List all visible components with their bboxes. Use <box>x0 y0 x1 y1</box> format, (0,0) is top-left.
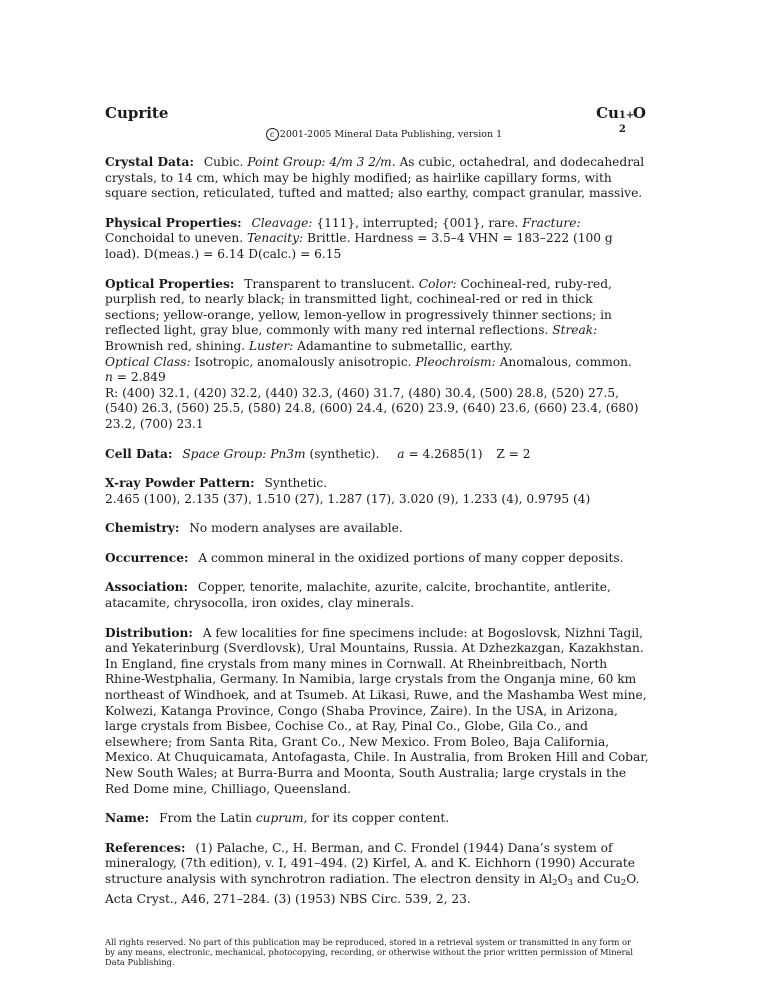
chemical-formula <box>596 104 646 135</box>
name-section <box>105 811 650 827</box>
tenacity-label: Tenacity: <box>246 231 304 246</box>
chemistry-section <box>105 521 650 537</box>
mineral-name: Cuprite <box>105 104 169 122</box>
color-value: Cochineal-red, ruby-red, purplish red, to nearly black; in transmitted light, cochineal-red or red in thick sections; yellow-orange, yellow, lemon-yellow in progressively thinner sections; in reflected light, gray blue, commonly with many red internal reflections. <box>105 276 612 338</box>
fracture-label: Fracture: <box>522 215 581 230</box>
references-text: O. Acta Cryst., A46, 271–284. (3) (1953) NBS Circ. 539, 2, 23. <box>105 871 640 906</box>
pleochroism-label: Pleochroism: <box>415 354 496 369</box>
occurrence-text: A common mineral in the oxidized portions of many copper deposits. <box>198 550 624 565</box>
subscript: 3 <box>567 877 573 888</box>
chemistry-text: No modern analyses are available. <box>189 521 403 536</box>
reflectance-values: R: (400) 32.1, (420) 32.2, (440) 32.3, (460) 31.7, (480) 30.4, (500) 28.8, (520) 27.5, (540) 26.3, (560) 25.5, (580) 24.8, (600) 24.4, (620) 23.9, (640) 23.6, (660) 23.4, (680) 23.2, (700) 23.1 <box>105 385 639 431</box>
color-label: Color: <box>418 276 457 291</box>
crystal-system: Cubic. <box>203 155 244 169</box>
formula-subscript: 2 <box>618 124 626 135</box>
section-label: Optical Properties: <box>105 276 235 291</box>
occurrence-section <box>105 551 650 567</box>
xray-source: Synthetic. <box>264 476 328 491</box>
section-label: Cell Data: <box>105 446 173 461</box>
section-label: Crystal Data: <box>105 155 194 169</box>
section-label: Name: <box>105 811 150 826</box>
cleavage-value: {111}, interrupted; {001}, rare. <box>316 215 519 230</box>
refractive-index-value: = 2.849 <box>116 370 166 385</box>
section-label: Occurrence: <box>105 550 189 565</box>
association-section <box>105 580 650 611</box>
optical-class-value: Isotropic, anomalously anisotropic. <box>194 354 412 369</box>
association-text: Copper, tenorite, malachite, azurite, calcite, brochantite, antlerite, atacamite, chrysocolla, iron oxides, clay minerals. <box>105 580 611 611</box>
optical-class-label: Optical Class: <box>105 354 191 369</box>
distribution-section <box>105 626 650 798</box>
name-text-end: for its copper content. <box>311 811 450 826</box>
cell-a-symbol: a <box>397 446 405 461</box>
footer-notice: All rights reserved. No part of this publication may be reproduced, stored in a retrieval system or transmitted in any form or by any means, electronic, mechanical, photocopying, recording, or otherwise without the prior written permission of Mineral Data Publishing. <box>105 937 634 967</box>
latin-word: cuprum, <box>255 811 308 826</box>
optical-properties-section <box>105 277 650 433</box>
cell-data-section <box>105 447 650 463</box>
section-label: Chemistry: <box>105 521 180 536</box>
section-label: X-ray Powder Pattern: <box>105 476 255 491</box>
distribution-text: A few localities for fine specimens include: at Bogoslovsk, Nizhni Tagil, and Yekaterinburg (Sverdlovsk), Ural Mountains, Russia. At Dzhezkazgan, Kazakhstan. In England, fine crystals from many mines in Cornwall. At Rheinbreitbach, North Rhine-Westphalia, Germany. In Namibia, large crystals from the Onganja mine, 60 km northeast of Windhoek, and at Tsumeb. At Likasi, Ruwe, and the Mashamba West mine, Kolwezi, Katanga Province, Congo (Shaba Province, Zaire). In the USA, in Arizona, large crystals from Bisbee, Cochise Co., at Ray, Pinal Co., Globe, Gila Co., and elsewhere; from Santa Rita, Grant Co., New Mexico. From Boleo, Baja California, Mexico. At Chuquicamata, Antofagasta, Chile. In Australia, from Broken Hill and Cobar, New South Wales; at Burra-Burra and Moonta, South Australia; large crystals in the Red Dome mine, Chilliago, Queensland. <box>105 625 649 796</box>
luster-label: Luster: <box>249 338 294 353</box>
formula-charge: 1+ <box>618 110 635 121</box>
references-section <box>105 841 650 907</box>
streak-label: Streak: <box>552 323 598 338</box>
xray-section <box>105 476 650 507</box>
section-label: References: <box>105 840 186 855</box>
copyright-text: 2001-2005 Mineral Data Publishing, version 1 <box>279 129 503 140</box>
transparency: Transparent to translucent. <box>244 276 415 291</box>
formula-oxygen: O <box>632 104 646 122</box>
subscript: 2 <box>552 877 558 888</box>
space-group-label: Space Group: <box>182 446 267 461</box>
space-group-note: (synthetic). <box>309 446 380 461</box>
copyright-icon: c <box>266 128 279 141</box>
cleavage-label: Cleavage: <box>251 215 313 230</box>
cell-a-value: = 4.2685(1) <box>408 446 483 461</box>
subscript: 2 <box>620 877 627 888</box>
formula-element: Cu <box>596 104 619 122</box>
pleochroism-value: Anomalous, common. <box>499 354 632 369</box>
refractive-index-symbol: n <box>105 370 113 385</box>
fracture-value: Conchoidal to uneven. <box>105 231 244 246</box>
physical-properties-section <box>105 216 650 263</box>
section-label: Association: <box>105 580 189 595</box>
space-group-value: Pn3m <box>270 446 306 461</box>
point-group-label: Point Group: <box>247 155 326 169</box>
copyright-line <box>0 128 768 141</box>
tenacity-value: Brittle. Hardness = 3.5–4 VHN = 183–222 (100 g load). D(meas.) = 6.14 D(calc.) = 6.15 <box>105 231 613 261</box>
crystal-data-section <box>105 155 650 202</box>
section-label: Physical Properties: <box>105 215 242 230</box>
crystal-habit: As cubic, octahedral, and dodecahedral crystals, to 14 cm, which may be highly modified; as hairlike capillary forms, with square section, reticulated, tufted and matted; also earthy, compact granular, massive. <box>105 155 645 201</box>
cell-z-value: Z = 2 <box>496 446 531 461</box>
references-text: O <box>557 871 568 886</box>
luster-value: Adamantine to submetallic, earthy. <box>297 338 513 353</box>
name-text: From the Latin <box>159 811 252 826</box>
point-group-value: 4/m 3 2/m. <box>329 155 396 169</box>
body-text <box>105 155 650 921</box>
streak-value: Brownish red, shining. <box>105 338 246 353</box>
references-text: (1) Palache, C., H. Berman, and C. Frondel (1944) Dana’s system of mineralogy, (7th edition), v. I, 491–494. (2) Kirfel, A. and K. Eichhorn (1990) Accurate structure analysis with synchrotron radiation. The electron density in Al <box>105 840 635 886</box>
section-label: Distribution: <box>105 625 193 640</box>
xray-pattern: 2.465 (100), 2.135 (37), 1.510 (27), 1.287 (17), 3.020 (9), 1.233 (4), 0.9795 (4) <box>105 491 591 506</box>
references-text: and Cu <box>572 871 621 886</box>
